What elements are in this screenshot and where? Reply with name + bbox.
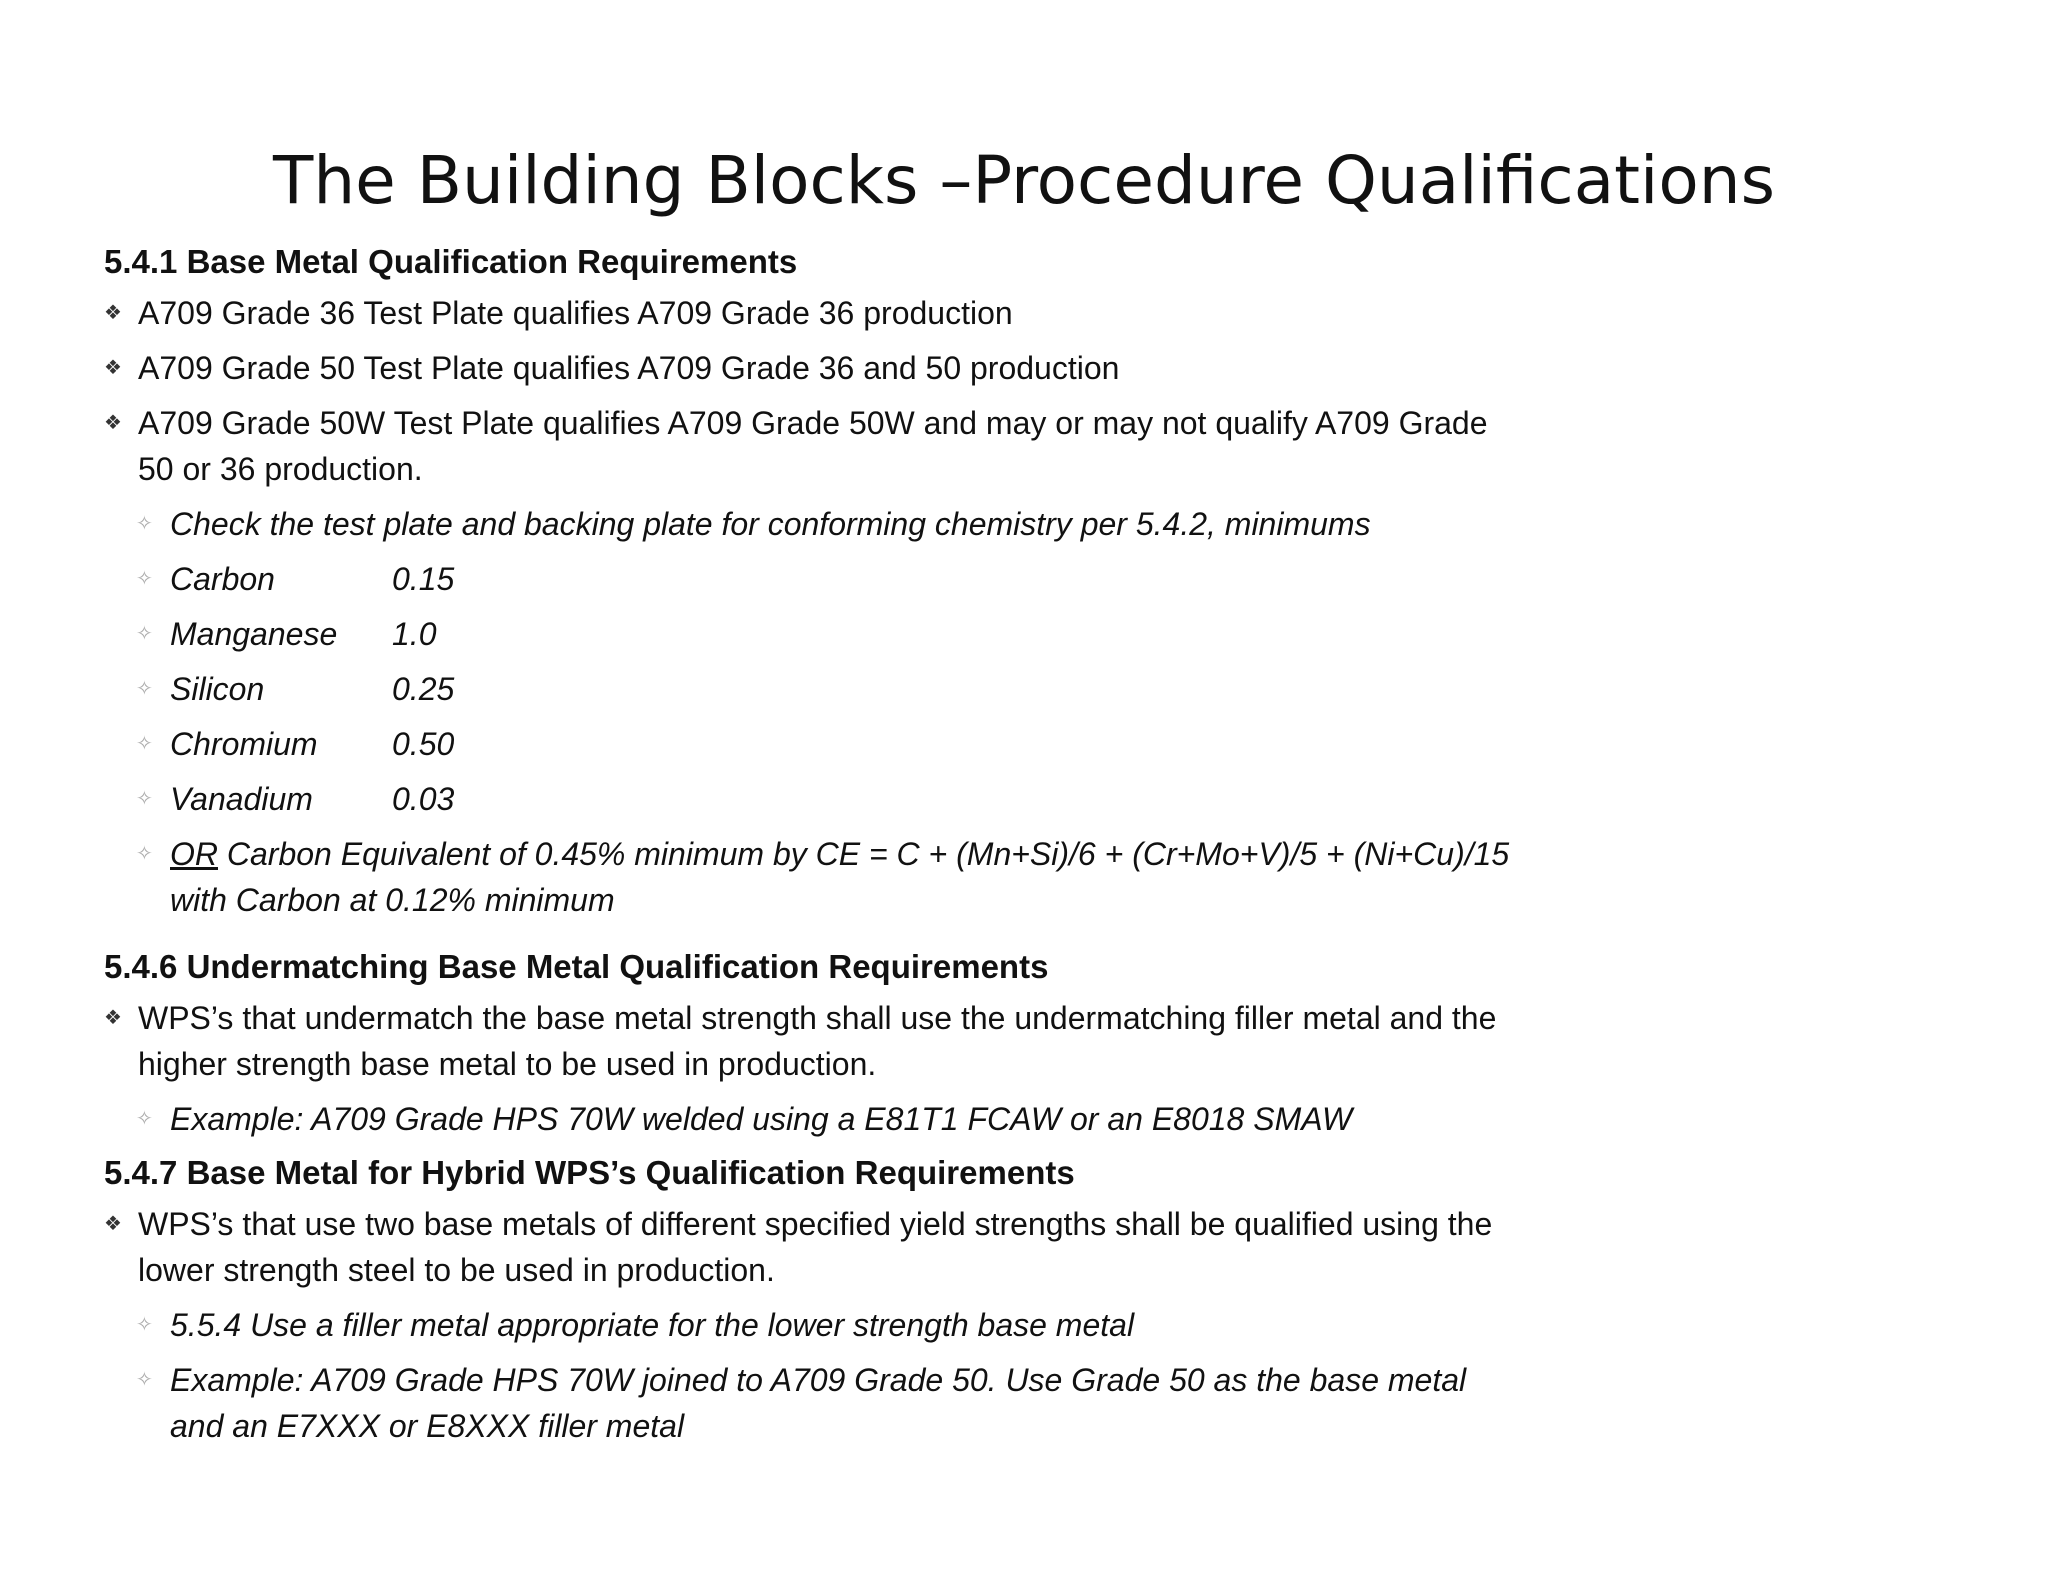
sub-list-item: ✧ Example: A709 Grade HPS 70W welded using a E81T1 FCAW or an E8018 SMAW <box>104 1096 1524 1142</box>
chemistry-value: 0.25 <box>392 671 455 707</box>
chemistry-value: 0.03 <box>392 781 455 817</box>
list-item: ❖ WPS’s that undermatch the base metal strength shall use the undermatching filler metal and the higher strength base metal to be used in production. <box>104 995 1524 1087</box>
sub-bullet-icon: ✧ <box>136 1314 153 1336</box>
bullet-icon: ❖ <box>104 302 122 324</box>
sub-bullet-icon: ✧ <box>136 678 153 700</box>
bullet-icon: ❖ <box>104 412 122 434</box>
sub-bullet-icon: ✧ <box>136 568 153 590</box>
sub-list-item: ✧ Example: A709 Grade HPS 70W joined to A709 Grade 50. Use Grade 50 as the base metal and an E7XXX or E8XXX filler metal <box>104 1357 1524 1449</box>
bullet-icon: ❖ <box>104 1213 122 1235</box>
sub-bullet-icon: ✧ <box>136 1108 153 1130</box>
chemistry-row <box>104 556 1524 602</box>
section-heading-5-4-1: 5.4.1 Base Metal Qualification Requirements <box>104 243 798 280</box>
slide-body <box>104 240 1524 1458</box>
chemistry-element: Manganese <box>170 616 338 652</box>
list-item: ❖ A709 Grade 50 Test Plate qualifies A709 Grade 36 and 50 production <box>104 345 1524 391</box>
chemistry-element: Silicon <box>170 671 265 707</box>
chemistry-element: Vanadium <box>170 781 313 817</box>
chemistry-value: 0.50 <box>392 726 455 762</box>
sub-bullet-icon: ✧ <box>136 513 153 535</box>
section-heading-5-4-7: 5.4.7 Base Metal for Hybrid WPS’s Qualification Requirements <box>104 1154 1075 1191</box>
sub-bullet-icon: ✧ <box>136 733 153 755</box>
list-item: ❖ WPS’s that use two base metals of different specified yield strengths shall be qualified using the lower strength steel to be used in production. <box>104 1201 1524 1293</box>
sub-bullet-icon: ✧ <box>136 843 153 865</box>
list-item: ❖ A709 Grade 50W Test Plate qualifies A709 Grade 50W and may or may not qualify A709 Grade 50 or 36 production. <box>104 400 1524 492</box>
chemistry-row <box>104 776 1524 822</box>
chemistry-row <box>104 666 1524 712</box>
or-label: OR <box>170 836 218 872</box>
chemistry-element: Carbon <box>170 561 275 597</box>
bullet-icon: ❖ <box>104 1007 122 1029</box>
sub-bullet-icon: ✧ <box>136 788 153 810</box>
chemistry-value: 1.0 <box>392 616 437 652</box>
chemistry-value: 0.15 <box>392 561 455 597</box>
bullet-icon: ❖ <box>104 357 122 379</box>
sub-bullet-icon: ✧ <box>136 1369 153 1391</box>
chemistry-row <box>104 611 1524 657</box>
chemistry-element: Chromium <box>170 726 318 762</box>
slide-title: The Building Blocks –Procedure Qualifications <box>273 142 1775 219</box>
section-heading-5-4-6: 5.4.6 Undermatching Base Metal Qualification Requirements <box>104 948 1049 985</box>
sub-bullet-icon: ✧ <box>136 623 153 645</box>
list-item: ❖ A709 Grade 36 Test Plate qualifies A709 Grade 36 production <box>104 290 1524 336</box>
chemistry-row <box>104 721 1524 767</box>
sub-list-item: ✧ 5.5.4 Use a filler metal appropriate for the lower strength base metal <box>104 1302 1524 1348</box>
sub-list-item: ✧ OR Carbon Equivalent of 0.45% minimum by CE = C + (Mn+Si)/6 + (Cr+Mo+V)/5 + (Ni+Cu)/15 with Carbon at 0.12% minimum <box>104 831 1524 923</box>
sub-list-item: ✧ Check the test plate and backing plate for conforming chemistry per 5.4.2, minimums <box>104 501 1524 547</box>
